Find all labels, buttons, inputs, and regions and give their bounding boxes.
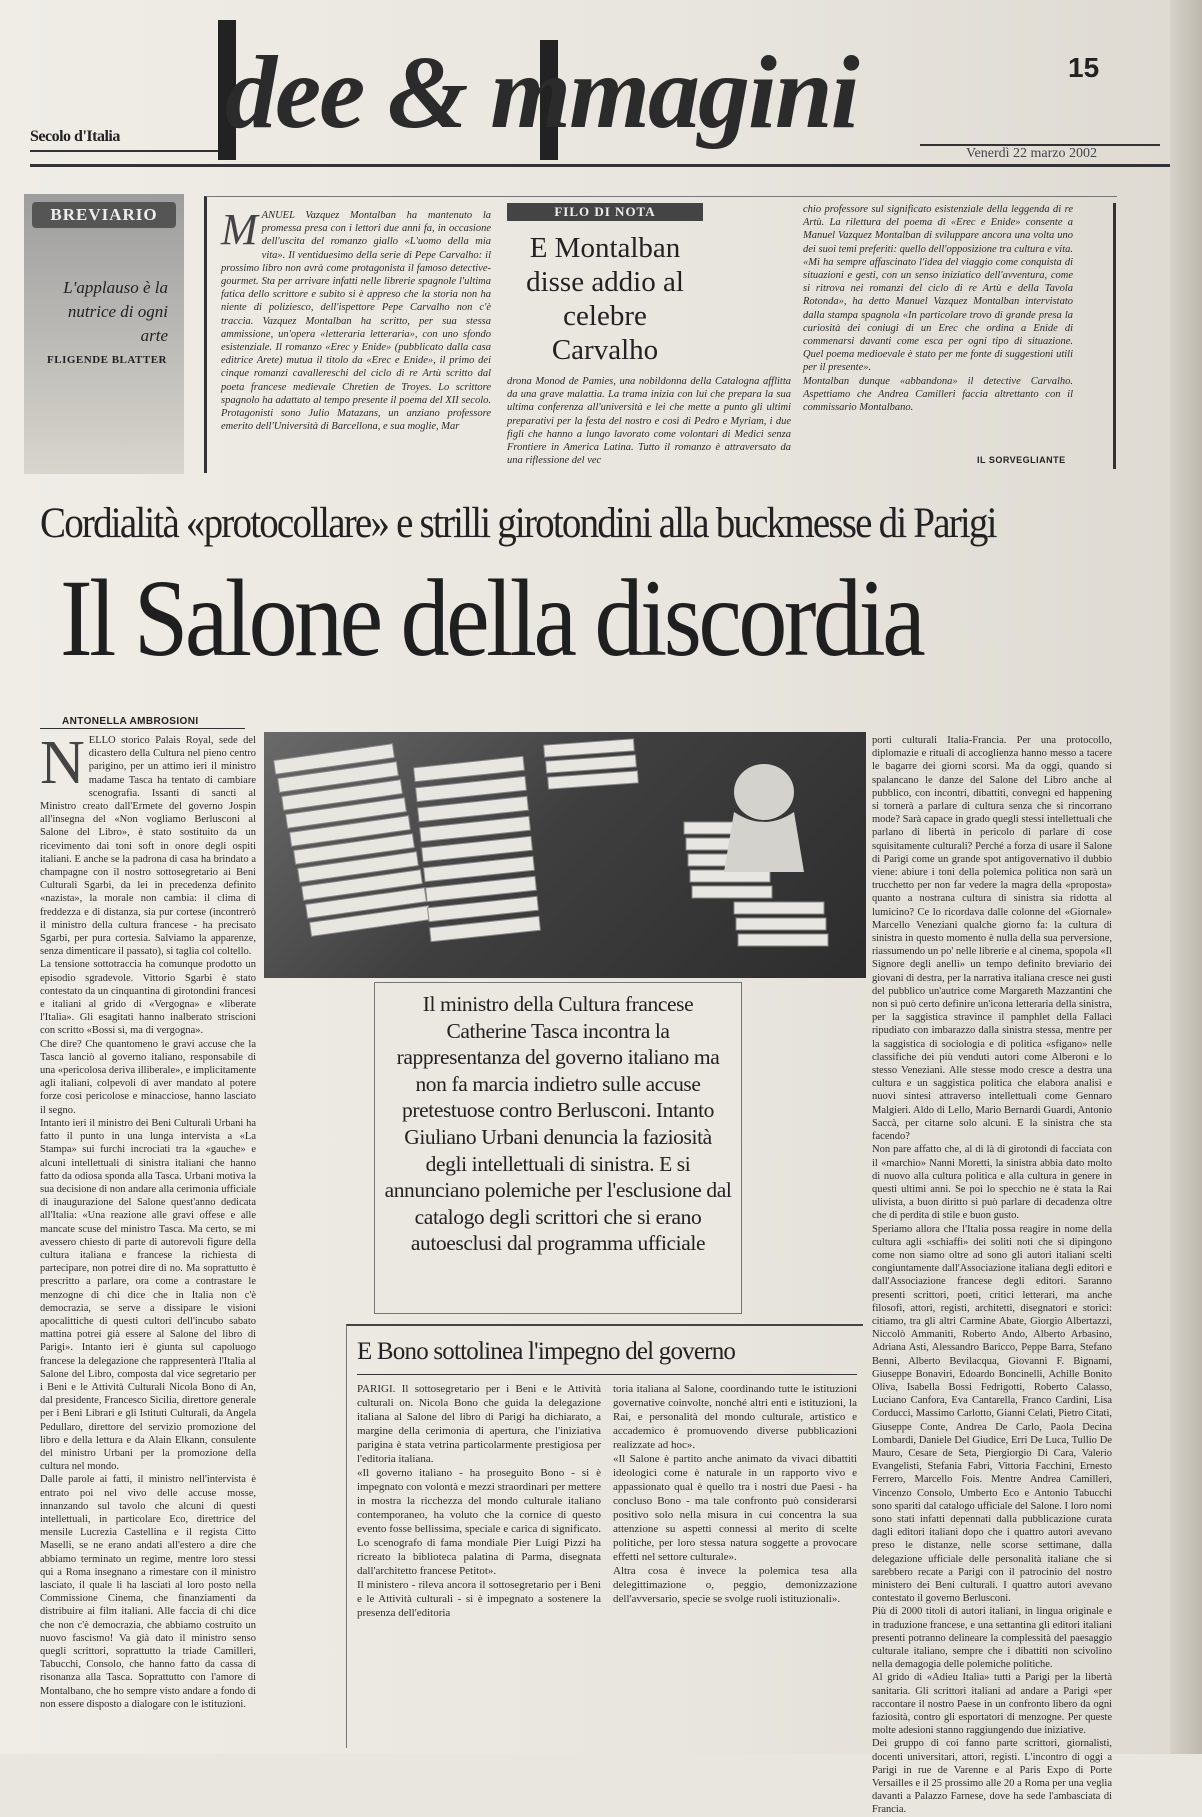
article-byline: ANTONELLA AMBROSIONI [62, 716, 199, 727]
article-middle-text [264, 982, 368, 1312]
header-rule-left [30, 150, 220, 152]
bono-title-rule [357, 1374, 857, 1375]
paper-name: Secolo d'Italia [30, 128, 120, 145]
photo-caption-box [374, 982, 742, 1314]
filo-col-1 [221, 205, 491, 469]
header-bottom-rule [30, 164, 1170, 167]
books-illustration [264, 732, 866, 978]
page-number: 15 [1068, 52, 1100, 83]
bono-col-1: PARIGI. Il sottosegretario per i Beni e le Attività culturali on. Nicola Bono che guida la delegazione italiana al Salone del libro di Parigi ha dichiarato, a margine della cerimonia di apertura, che l'iniziativa parigina è stata vetrina particolarmente prestigiosa per l'editoria italiana. «Il governo italiano - ha proseguito Bono - si è impegnato con volontà e mezzi straordinari per mettere in mostra la ricchezza del mondo culturale italiano contemporaneo, ha voluto che la cornice di questo evento fosse bellissima, speciale e carica di significato. Lo scenografo di fama mondiale Pier Luigi Pizzi ha ricreato la biblioteca palatina di Parma, disegnata dall'architetto francese Petitot». Il ministero - rileva ancora il sottosegretario per i Beni e le Attività culturali - si è impegnato a sostenere la presenza dell'editoria [357, 1383, 601, 1619]
masthead [20, 14, 1180, 174]
filo-dropcap: M [221, 205, 258, 254]
issue-date: Venerdì 22 marzo 2002 [966, 146, 1098, 161]
article-photo [264, 732, 866, 978]
breviario-author: FLIGENDE BLATTER [47, 354, 167, 366]
filo-label: FILO DI NOTA [507, 203, 703, 221]
filo-signature: IL SORVEGLIANTE [977, 455, 1066, 465]
filo-text-1: ANUEL Vazquez Montalban ha mantenuto la promessa presa con i lettori due anni fa, in occasione dell'uscita del romanzo giallo «L'uomo della mia vita». Il ventiduesimo della serie di Pepe Carvalho: il prossimo libro non avrà come protagonista il famoso detective-gourmet. Sta per arrivare infatti nelle librerie spagnole l'ultima fatica dello scrittore e subito si è appreso che la storia non ha niente di poliziesco, dell'ispettore Pepe Carvalho non c'è traccia. Vazquez Montalban ha scritto, per sua stessa ammissione, un'opera «letteraria letteraria», con uno sfondo esistenziale. Il romanzo «Erec y Enide» (pubblicato dalla casa editrice Arete) mutua il titolo da «Erec e Enide», il primo dei cinque romanzi cavallereschi del ciclo di re Artù scritto dal poeta francese medievale Chretien de Troyes. Lo scrittore spagnolo ha adattato al tempo presente il poema del XII secolo. Protagonisti sono Julio Matazans, un anziano professore emerito dell'Università di Barcellona, e sua moglie, Mar [221, 210, 491, 433]
breviario-label: BREVIARIO [32, 202, 176, 228]
page-edge [1170, 0, 1202, 1754]
breviario-box [24, 194, 184, 474]
breviario-quote: L'applauso è la nutrice di ogni arte [63, 278, 168, 345]
article-dropcap: N [40, 729, 85, 797]
article-left-column [40, 729, 256, 1744]
article-kicker: Cordialità «protocollare» e strilli girotondini alla buckmesse di Parigi [40, 499, 996, 548]
bono-sidebar-title: E Bono sottolinea l'impegno del governo [357, 1338, 736, 1365]
bono-col-2: toria italiana al Salone, coordinando tutte le istituzioni governative coinvolte, nonché altri enti e istituzioni, la Rai, e personalità del mondo culturale, artistico e accademico è promuovendo diverse pubblicazioni realizzate ad hoc». «Il Salone è partito anche animato da vivaci dibattiti ideologici come è naturale in un rapporto vivo e appassionato qual è quello tra i nostri due Paesi - ha concluso Bono - ma tale confronto può considerarsi positivo solo nella misura in cui concentra la sua attenzione su aspetti connessi al merito di scelte politiche, per loro stessa natura soggette a provocare effetti nel settore culturale». Altra cosa è invece la polemica tesa alla delegittimazione o, peggio, demonizzazione dell'avversario, specie se svolge ruoli istituzionali». [613, 1383, 857, 1605]
article-right-column: porti culturali Italia-Francia. Per una protocollo, diplomazie e rituali di accoglienza hanno messo a tacere le bagarre dei giorni scorsi. Ma da oggi, quando si spalancano le danze del Salone del Libro anche al pubblico, con incontri, dibattiti, convegni ed happening si tornerà a parlare di cultura senza che si rincorrano mode? Sarà capace in grado quegli stessi intellettuali che parlano di libertà in pericolo di parlare di cose squisitamente culturali? Perché a forza di usare il Salone di Parigi come un grande spot antigovernativo il dubbio viene: abiure i toni della polemica politica non sarà un trucchetto per non far vedere la magra della «proposta» quanto a nostrana cultura di sinistra sia ridotta al lumicino? Ce lo ricordava dalle colonne del «Giornale» Marcello Veneziani qualche giorno fa: la cultura di sinistra in questo momento è nulla della sua perversione, riassumendo un po' nelle librerie e al cinema, spopola «Il Signore degli anelli» un tempo definito breviario dei giovani di destra, per la narrativa italiana cresce nei gusti del pubblico un'autrice come Margareth Mazzantini che non si può certo definire un'icona letteraria della sinistra, per la saggistica stravince il pamphlet della Fallaci ripudiato con imbarazzo dalla sinistra stessa, mentre per la saggistica di sociologia e di politica «sfigano» nelle classifiche dei più venduti autori come Alberoni e lo stesso Veneziani. Alle stesse modo cresce a destra una cultura e un saggistica politica che elabora analisi e nuovi sintesi attraverso intellettuali come Gennaro Malgieri. Aldo di Lello, Mario Bernardi Guardi, Antonio Saccà, per citarne solo alcuni. E la sinistra che sta facendo? Non pare affatto che, al di là di girotondi di facciata con il «marchio» Nanni Moretti, la sinistra abbia dato molto di nuovo alla cultura politica e alla cultura in genere in questi ultimi anni. Se poi lo specchio ne è stata la Rai ulivista, a buon diritto si può parlare di decadenza oltre che di perdita di stile e buon gusto. Speriamo allora che l'Italia possa reagire in nome della cultura agli «schiaffi» dei soliti noti che si dipingono come non siamo oltre ad sono gli autori italiani scelti congiuntamente dall'Associazione italiana degli editori e dall'Associazione francese degli editori. Saranno presenti scrittori, poeti, critici letterari, ma anche filosofi, attori, registi, architetti, disegnatori e storici: citiamo, tra gli altri Carmine Abate, Giorgio Albertazzi, Niccolò Ammaniti, Roberto Ando, Alberto Arbasino, Adriana Asti, Alessandro Baricco, Peppe Barra, Stefano Benni, Alberto Bevilacqua, Giovanni F. Bignami, Giuseppe Bonaviri, Edoardo Boncinelli, Achille Bonito Oliva, Isabella Bossi Fedrigotti, Roberto Calasso, Luciano Canfora, Eva Cantarella, Franco Cardini, Lisa Corducci, Massimo Carlotto, Gianni Celati, Pietro Citati, Giuseppe Conte, Andrea De Carlo, Paola Decina Lombardi, Daniele Del Giudice, Erri De Luca, Tullio De Mauro, Cesare de Seta, Piergiorgio Di Cara, Valerio Evangelisti, Stefania Fabri, Vittoria Facchini, Ernesto Ferrero, Marcello Fois. Mentre Andrea Camilleri, Vincenzo Consolo, Umberto Eco e Antonio Tabucchi sono spariti dal catalogo ufficiale del Salone. I loro nomi sono stati infatti depennati dalla pubblicazione curata dagli editori italiani dopo che i quattro autori avevano preso le distanze, nelle scorse settimane, dalla delegazione ufficiale delle personalità italiane che si sarebbero recate a Parigi con il patrocinio del nostro ministero dei Beni culturali. I quattro autori avevano contestato il governo Berlusconi. Più di 2000 titoli di autori italiani, in lingua originale e in traduzione francese, e una settantina gli editori italiani presenti potranno delineare la complessità del paesaggio culturale italiano, sempre che i dibattiti non scivolino nella demagogia delle polemiche politiche. Al grido di «Adieu Italia» tutti a Parigi per la libertà sanitaria. Gli scrittori italiani ad andare a Parigi «per raccontare il nostro Paese in un confronto libero da ogni faziosità, contro gli esportatori di menzogne. Per queste molte adesioni stanno raggiungendo due iniziative. Dei gruppo di coi fanno parte scrittori, giornalisti, docenti universitari, attori, registi. L'incontro di oggi a Parigi in rue de Varenne e al Paris Expo di Porte Versailles e il 25 prossimo alle 20 a Roma per una veglia davanti a Palazzo Farnese, dove ha sede l'ambasciata di Francia. [872, 735, 1112, 1816]
filo-col-3: chio professore sul significato esistenziale della leggenda di re Artù. La rilettura del poema di «Erec e Enide» consente a Manuel Vazquez Montalban di sviluppare ancora una volta uno dei suoi temi preferiti: quello dell'opposizione tra cultura e vita. «Mi ha sempre affascinato l'idea del viaggio come conquista di situazioni e gesti, con un senso iniziatico dell'avventura, come si ritrova nei romanzi del ciclo di re Artù e della Tavola Rotonda», ha detto Manuel Vazquez Montalban intervistato dalla stampa spagnola «In particolare trovo di grande presa la curiosità dei coniugi di un Erec che ordina a Enide di commenarsi davanti come esca per ogni tipo di situazione. Quel poema medioevale è stato per me fonte di suggestioni utili per il presente». Montalban dunque «abbandona» il detective Carvalho. Aspettiamo che Andrea Camilleri faccia altrettanto con il commissario Montalbano. [803, 204, 1073, 414]
filo-box [204, 196, 1117, 473]
section-title: dee & mmagini [225, 35, 858, 150]
article-headline: Il Salone della discordia [60, 558, 923, 680]
filo-title: E Montalban disse addio al celebre Carvalho [526, 232, 684, 366]
filo-col-2: drona Monod de Pamies, una nobildonna della Catalogna afflitta da una grave malattia. La trama inizia con lui che prepara la sua ultima conferenza all'università e lei che mette a punto gli ultimi preparativi per la festa del nostro e così di Pedro e Myriam, i due figli che hanno a lungo lavorato come volontari di Medici senza Frontiere in America Latina. Tutto il romanzo è attraversato da una riflessione del vec [507, 376, 791, 467]
filo-box-right-border [1113, 203, 1116, 469]
bono-sidebar [346, 1324, 863, 1748]
article-left-text: ELLO storico Palais Royal, sede del dicastero della Cultura nel pieno centro parigino, per un attimo ieri il ministro madame Tasca ha tentato di cambiare scenografia. Issanti di sancti al Ministro creato dall'Ermete del governo Jospin all'insegna del «Non vogliamo Berlusconi al Salone del Libro», è stato sostituito da un ricevimento dai toni soft in onore degli ospiti italiani. E anche se la padrona di casa ha brindato a champagne con il nostro sottosegretario ai Beni Culturali Sgarbi, da lei in precedenza definito «nazista», la morale non cambia: il clima di freddezza e di distanza, sia pur cortese (incontrerò il ministro della cultura francese - ha precisato Sgarbi, per pura cortesia. Salviamo la apparenze, senza dimenticare il passato), si taglia col coltello. La tensione sottotraccia ha comunque prodotto un episodio sgradevole. Vittorio Sgarbi è stato contestato da un cinquantina di girotondini francesi e italiani al grido di «Vergogna» e «liberate l'Italia». Gli esagitati hanno inalberato striscioni con scritto «Bossi sì, ma di vergogna». Che dire? Che quantomeno le gravi accuse che la Tasca lanciò al governo italiano, responsabile di una «pericolosa deriva illiberale», e implicitamente agli italiani, colpevoli di aver mandato al potere forze così pericolose e minacciose, hanno lasciato il segno. Intanto ieri il ministro dei Beni Culturali Urbani ha fatto il punto in una lunga intervista a «La Stampa» sui furchi incrociati tra la «gauche» e alcuni intellettuali di sinistra italiani che hanno fatto da odiosa sponda alla Tasca. Urbani motiva la sua decisione di non andare alla cerimonia ufficiale di inaugurazione del Salone quest'anno dedicata all'Italia: «Una reazione alle gravi offese e alle mancate scuse del ministro Tasca. Ma certo, se mi avessero chiesto di parte di autorevoli figure della cultura italiana e francese la richiesta di partecipare, non potrei dire di no. Ma soprattutto è prescritto a parlare, ora come a contrastare le menzogne di chi dice che in Italia non c'è democrazia, se serve a dissipare le visioni apocalittiche di questi cultori dell'incubo sabato mattina potrei già essere al Salone del libro di Parigi». Intanto ieri è giunta sul capoluogo francese la delegazione che rappresenterà l'Italia al Salone del Libro, composta dal vice segretario per i Beni e le Attività Culturali Nicola Bono di An, dal presidente, Francesco Sicilia, direttore generale per i Beni Librari e gli Istituti Culturali, da Angela Pedullaro, direttore del servizio promozione del libro e della lettura e da Alain Elkann, consulente del ministro Urbani per la promozione della cultura nel mondo. Dalle parole ai fatti, il ministro nell'intervista è entrato poi nel vivo delle accuse mosse, innanzando sul tavolo che alcuni di questi intellettuali, in particolare Eco, direttrice del mensile Lucrezia Castellina e il regista Citto Maselli, se ne erano andati all'estero a dire che abbiamo terminato un regime, mentre loro stessi qui a Roma insegnano a rimestare con il ministro lasciato, il quale li ha lasciati al loro posto nella Commissione Cinema, che finanziamenti da distribuire ai film italiani. Alle faccia di chi dice che non c'è democrazia, che abbiamo costruito un nuovo fascismo! Va già dato il ministro senso quegli scrittori, soprattutto la triade Camilleri, Tabucchi, Consolo, che hanno fatto da cassa di risonanza alla Tasca. Soprattutto con l'amore di Montalbano, che ho sempre visto andare a fondo di non essere disposto a dialogare con le istituzioni. [40, 735, 256, 1710]
photo-caption: Il ministro della Cultura francese Catherine Tasca incontra la rappresentanza del governo italiano ma non fa marcia indietro sulle accuse pretestuose contro Berlusconi. Intanto Giuliano Urbani denuncia la faziosità degli intellettuali di sinistra. E si annunciano polemiche per l'esclusione dal catalogo degli scrittori che si erano autoesclusi dal programma ufficiale [384, 992, 732, 1256]
